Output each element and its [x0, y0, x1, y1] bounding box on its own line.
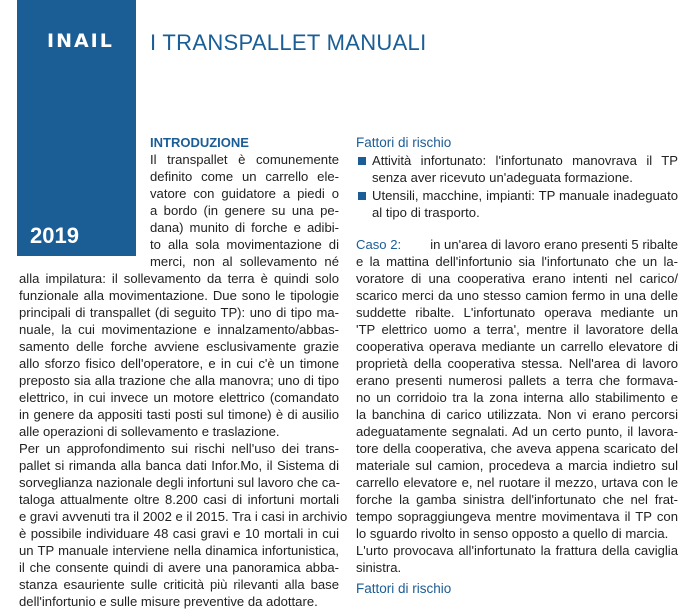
publication-year: 2019: [30, 223, 79, 248]
intro-text-line: merci, non al sollevamento né: [150, 254, 339, 269]
bullet-text: senza aver ricevuto un'adeguata formazione.: [372, 170, 633, 185]
intro-text-line: un TP manuale interviene nella dinamica infortunistica,: [19, 543, 339, 558]
bullet-text: al tipo di trasporto.: [372, 205, 480, 220]
caso-2-text-line: forche la gamba sinistra dell'infortunato che nel frat-: [356, 492, 678, 507]
bullet-text: Attività infortunato: l'infortunato manovrava il TP: [372, 153, 678, 168]
intro-text-line: in genere da appositi tasti posti sul timone) è di ausilio: [19, 407, 339, 422]
caso-2-text-line: 'TP elettrico uomo a terra', mentre il lavoratore della: [356, 322, 678, 337]
caso-2-text-line: suddette ribalte. L'infortunato operava mediante un: [356, 305, 678, 320]
intro-text-line: sorveglianza nazionale degli infortuni sul lavoro che ca-: [19, 475, 340, 490]
intro-text-line: definito come un carrello ele-: [150, 169, 339, 184]
intro-text-line: samento delle forche avviene esclusivamente grazie: [19, 339, 339, 354]
caso-2-text-line: la banchina di carico utilizzata. Non vi erano percorsi: [356, 407, 678, 422]
bullet-square-icon: [358, 157, 366, 165]
intro-text-line: dana) munito di forche e adibi-: [150, 220, 339, 235]
intro-text-line: alla impilatura: il sollevamento da terra è quindi solo: [19, 271, 339, 286]
bullet-text: Utensili, macchine, impianti: TP manuale inadeguato: [372, 188, 678, 203]
intro-text-line: e gravi avvenuti tra il 2002 e il 2015. Tra i casi in archivio: [19, 509, 348, 524]
caso-2-text-line: tempo sopraggiungeva mentre movimentava il TP con: [356, 509, 678, 524]
intro-text-line: è possibile individuare 48 casi gravi e 10 mortali in cui: [19, 526, 339, 541]
header-color-block: [17, 0, 136, 256]
section-heading-introduzione: INTRODUZIONE: [150, 135, 249, 150]
intro-text-line: preposto sia alla trazione che alla manovra; uno di tipo: [19, 373, 339, 388]
intro-text-line: taloga attualmente oltre 8.200 casi di infortuni mortali: [19, 492, 339, 507]
caso-2-text-line: scarico merci da uno stesso camion fermo in una delle: [356, 288, 678, 303]
caso-2-text-line: proprietà della cooperativa stessa. Nell'area di lavoro: [356, 356, 678, 371]
intro-text-line: funzionale alla movimentazione. Due sono le tipologie: [19, 288, 339, 303]
page-title: I TRANSPALLET MANUALI: [150, 30, 427, 55]
caso-2-text-line: cooperativa operava mediante un carrello elevatore di: [356, 339, 678, 354]
intro-text-line: stanza esauriente sulle criticità più rilevanti alla base: [19, 577, 339, 592]
intro-text-line: a bordo (in genere su una pe-: [150, 203, 339, 218]
caso-2-text-line: tore della cooperativa, che aveva appena scaricato del: [356, 441, 678, 456]
caso-2-text-line: voratore di una cooperativa erano intenti nel carico/: [356, 271, 678, 286]
caso-2-text-line: no un corridoio tra la zona interna allo stabilimento e: [356, 390, 678, 405]
inail-logo: INAIL: [47, 30, 114, 52]
intro-text-line: principali di transpallet (di seguito TP): uno di tipo ma-: [19, 305, 339, 320]
intro-text-line: pallet si rimanda alla banca dati Infor.Mo, il Sistema di: [19, 458, 339, 473]
caso-2-text-line: materiale sul camion, procedeva a marcia indietro sul: [356, 458, 678, 473]
caso-2-text-line: sinistra.: [356, 560, 402, 575]
intro-text-line: Per un approfondimento sui rischi nell'uso dei trans-: [19, 441, 339, 456]
caso-2-first-text: in un'area di lavoro erano presenti 5 ribalte: [430, 237, 678, 252]
intro-text-line: nuale, la cui movimentazione e innalzamento/abbas-: [19, 322, 339, 337]
caso-2-text-line: erano presenti numerosi pallets a terra che formava-: [356, 373, 678, 388]
risk-factors-heading: Fattori di rischio: [356, 581, 452, 596]
caso-2-label: Caso 2:: [356, 237, 402, 252]
caso-2-first-line: [356, 236, 678, 253]
intro-text-line: dell'infortunio e sulle misure preventive da adottare.: [19, 594, 318, 609]
intro-text-line: elettrico, in cui invece un motore elettrico (comandato: [19, 390, 339, 405]
caso-2-text-line: e la mattina dell'infortunio sia l'infortunato che un la-: [356, 254, 678, 269]
caso-2-text-line: lo sguardo rivolto in senso opposto a quello di marcia.: [356, 526, 669, 541]
intro-text-line: Il transpallet è comunemente: [150, 152, 339, 167]
bullet-square-icon: [358, 192, 366, 200]
caso-2-text-line: adeguatamente segnalati. Ad un certo punto, il lavora-: [356, 424, 678, 439]
intro-text-line: to alla sola movimentazione di: [150, 237, 339, 252]
intro-text-line: il che consente quindi di avere una panoramica abba-: [19, 560, 339, 575]
risk-factors-heading: Fattori di rischio: [356, 135, 452, 150]
intro-text-line: alle operazioni di sollevamento e traslazione.: [19, 424, 280, 439]
intro-text-line: allo sforzo fisico dell'operatore, e in cui c'è un timone: [19, 356, 339, 371]
intro-text-line: vatore con guidatore a piedi o: [150, 186, 339, 201]
caso-2-text-line: carrello elevatore e, nel ruotare il mezzo, urtava con le: [356, 475, 678, 490]
caso-2-text-line: L'urto provocava all'infortunato la frattura della caviglia: [356, 543, 678, 558]
